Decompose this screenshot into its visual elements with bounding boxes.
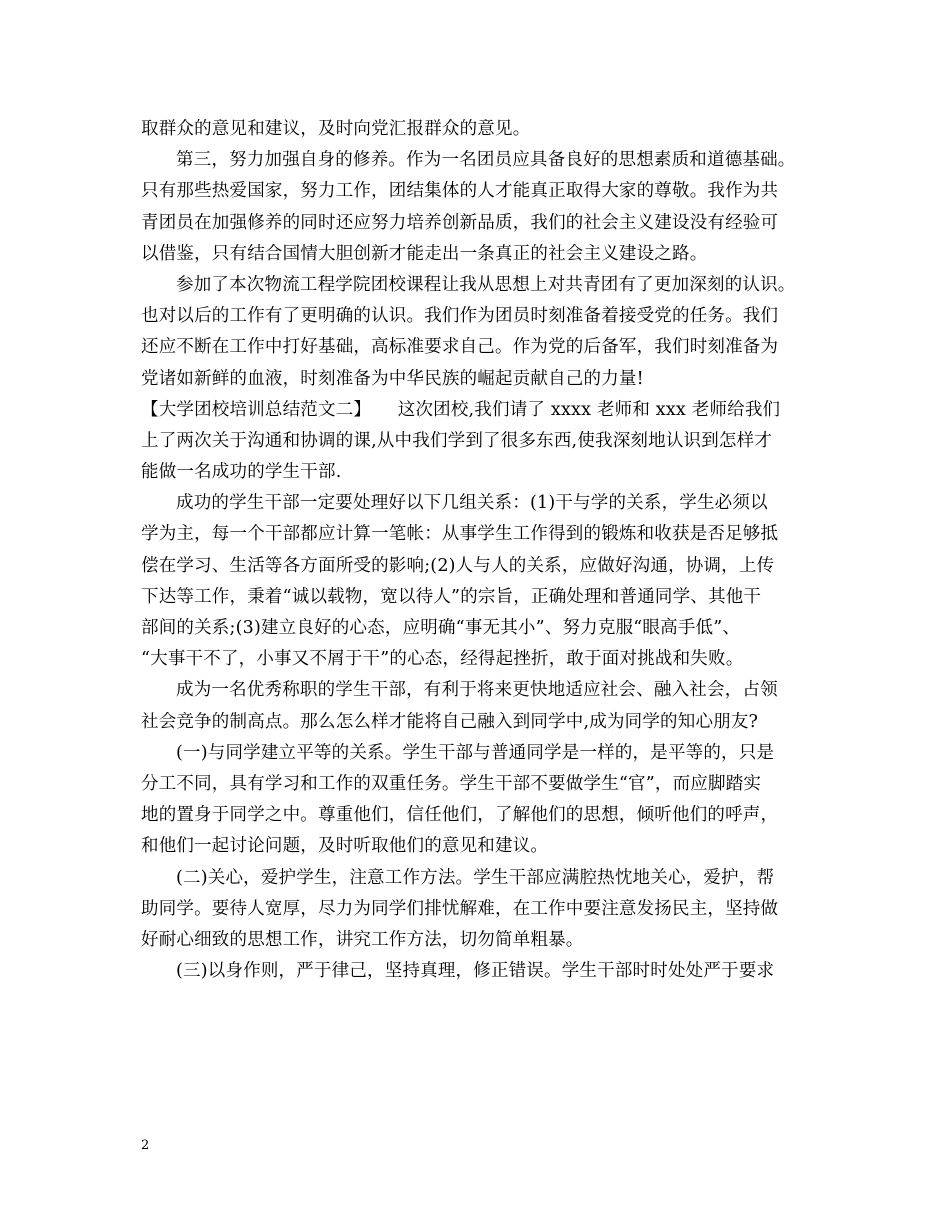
text-line: “大事干不了，小事又不屑于干”的心态，经得起挫折，敢于面对挑战和失败。 xyxy=(141,649,744,670)
text-line: 成功的学生干部一定要处理好以下几组关系：(1)干与学的关系，学生必须以 xyxy=(176,493,768,514)
page-number: 2 xyxy=(141,1138,150,1153)
text-line: 助同学。要待人宽厚，尽力为同学们排忧解难，在工作中要注意发扬民主，坚持做 xyxy=(141,898,779,919)
text-line: 学为主，每一个干部都应计算一笔帐：从事学生工作得到的锻炼和收获是否足够抵 xyxy=(141,524,779,545)
text-line: 社会竞争的制高点。那么怎么样才能将自己融入到同学中,成为同学的知心朋友? xyxy=(141,711,759,732)
text-line: 部间的关系;(3)建立良好的心态，应明确“事无其小”、努力克服“眼高手低”、 xyxy=(141,618,741,638)
text-line: 也对以后的工作有了更明确的认识。我们作为团员时刻准备着接受党的任务。我们 xyxy=(141,306,779,327)
text-line: 党诸如新鲜的血液，时刻准备为中华民族的崛起贡献自己的力量! xyxy=(141,368,644,389)
text-line: 以借鉴，只有结合国情大胆创新才能走出一条真正的社会主义建设之路。 xyxy=(141,243,708,264)
text-line: 地的置身于同学之中。尊重他们，信任他们，了解他们的思想，倾听他们的呼声， xyxy=(141,805,779,826)
text-line: (三)以身作则，严于律己，坚持真理，修正错误。学生干部时时处处严于要求 xyxy=(176,961,775,982)
text-line: 第三，努力加强自身的修养。作为一名团员应具备良好的思想素质和道德基础。 xyxy=(176,150,796,171)
text-line: 只有那些热爱国家，努力工作，团结集体的人才能真正取得大家的尊敬。我作为共 xyxy=(141,181,779,202)
text-line: 参加了本次物流工程学院团校课程让我从思想上对共青团有了更加深刻的认识。 xyxy=(176,274,796,295)
text-line: 分工不同，具有学习和工作的双重任务。学生干部不要做学生“官”，而应脚踏实 xyxy=(141,773,762,794)
text-line: 取群众的意见和建议，及时向党汇报群众的意见。 xyxy=(141,119,531,139)
text-line: 下达等工作，秉着“诚以载物，宽以待人”的宗旨，正确处理和普通同学、其他干 xyxy=(141,586,762,607)
text-line: 【大学团校培训总结范文二】 这次团校,我们请了 xxxx 老师和 xxx 老师给我们 xyxy=(141,399,781,420)
text-line: (二)关心，爱护学生，注意工作方法。学生干部应满腔热忱地关心，爱护，帮 xyxy=(176,867,775,888)
text-line: 偿在学习、生活等各方面所受的影响;(2)人与人的关系，应做好沟通，协调，上传 xyxy=(141,555,775,576)
text-line: (一)与同学建立平等的关系。学生干部与普通同学是一样的，是平等的，只是 xyxy=(176,742,775,763)
text-line: 上了两次关于沟通和协调的课,从中我们学到了很多东西,使我深刻地认识到怎样才 xyxy=(141,430,773,451)
text-line: 青团员在加强修养的同时还应努力培养创新品质，我们的社会主义建设没有经验可 xyxy=(141,212,779,233)
text-line: 能做一名成功的学生干部. xyxy=(141,462,342,483)
text-line: 好耐心细致的思想工作，讲究工作方法，切勿简单粗暴。 xyxy=(141,929,584,950)
body-text xyxy=(141,114,821,987)
text-line: 成为一名优秀称职的学生干部，有利于将来更快地适应社会、融入社会，占领 xyxy=(176,680,778,701)
text-line: 还应不断在工作中打好基础，高标准要求自己。作为党的后备军，我们时刻准备为 xyxy=(141,337,779,358)
text-line: 和他们一起讨论问题，及时听取他们的意见和建议。 xyxy=(141,836,549,857)
